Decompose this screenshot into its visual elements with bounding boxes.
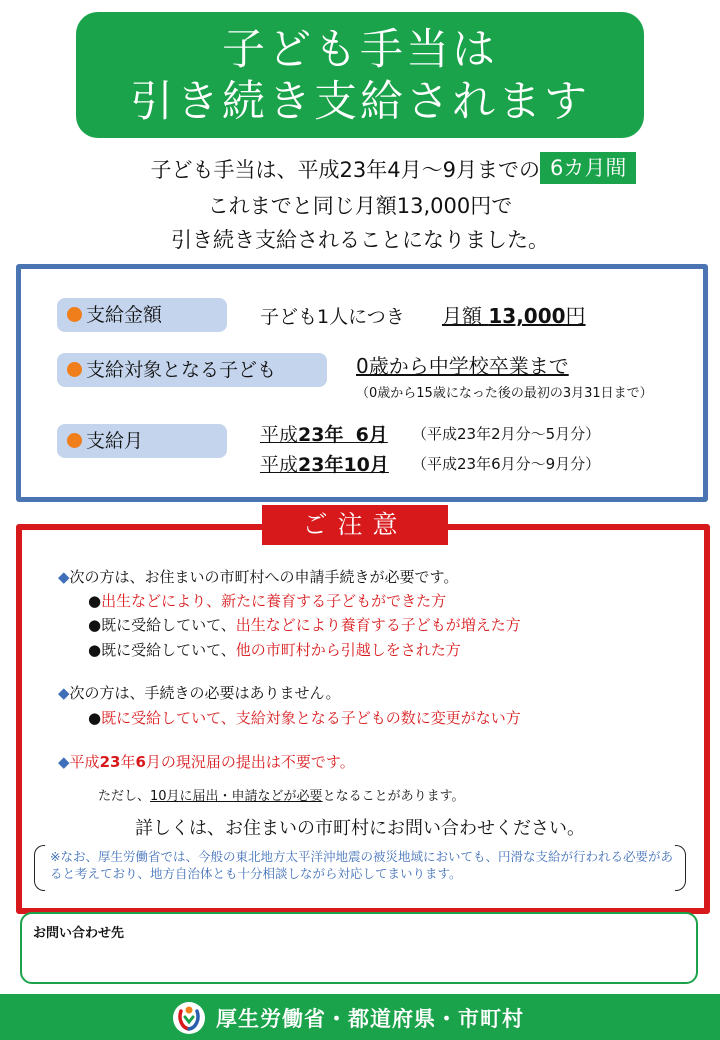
diamond-icon: ◆ xyxy=(58,568,70,586)
n3-era: 平成 xyxy=(69,753,100,771)
notice-item-3 xyxy=(58,751,355,772)
bullet-icon: ● xyxy=(88,616,102,634)
intro-line-1: 子ども手当は、平成23年4月～9月までの xyxy=(150,158,540,182)
intro-line-3: 引き続き支給されることになりました。 xyxy=(171,228,549,252)
pay1-era: 平成 xyxy=(260,424,299,446)
footer-text: 厚生労働省・都道府県・市町村 xyxy=(216,1007,524,1031)
bullet-icon: ● xyxy=(88,641,102,659)
pay1-month: 6月 xyxy=(355,424,388,446)
month-label: 支給月 xyxy=(86,430,144,452)
amount-value xyxy=(442,300,586,329)
n3-sub-underlined: 10月に届出・申請などが必要 xyxy=(150,789,323,804)
notice-title: ご注意 xyxy=(262,505,448,545)
notice-item-1a xyxy=(88,590,446,611)
left-bracket xyxy=(34,845,45,891)
notice-item-1c-prefix: 既に受給していて、 xyxy=(101,641,236,659)
amount-label: 支給金額 xyxy=(86,304,163,326)
n3-rest: 月の現況届の提出は不要です。 xyxy=(145,753,355,771)
right-bracket xyxy=(675,845,686,891)
target-label: 支給対象となる子ども xyxy=(86,359,277,381)
target-main: 0歳から中学校卒業まで xyxy=(356,354,569,378)
pay2-year: 23年10月 xyxy=(298,454,389,476)
notice-item-1b-prefix: 既に受給していて、 xyxy=(101,616,236,634)
notice-item-2a xyxy=(88,707,521,728)
inquiry-line: 詳しくは、お住まいの市町村にお問い合わせください。 xyxy=(135,818,585,839)
title-line-2: 引き続き支給されます xyxy=(130,77,590,127)
footnote-block xyxy=(34,845,686,891)
target-note: （0歳から15歳になった後の最初の3月31日まで） xyxy=(356,386,653,401)
notice-item-1-text: 次の方は、お住まいの市町村への申請手続きが必要です。 xyxy=(69,568,459,586)
bullet-icon: ● xyxy=(88,592,102,610)
diamond-icon: ◆ xyxy=(58,684,70,702)
n3-year-unit: 年 xyxy=(120,753,136,771)
month-label-pill xyxy=(57,424,227,458)
n3-month: 6 xyxy=(135,753,146,771)
contact-label: お問い合わせ先 xyxy=(33,926,125,941)
notice-item-2 xyxy=(58,682,340,703)
amount-number: 13,000 xyxy=(488,304,566,328)
orange-dot-icon xyxy=(67,433,82,448)
target-label-pill xyxy=(57,353,327,387)
footnote-text: ※なお、厚生労働省では、今般の東北地方太平洋沖地震の被災地域においても、円滑な支給が行われる必要があると考えており、地方自治体とも十分相談しながら対応してまいります。 xyxy=(50,849,673,881)
notice-item-1c xyxy=(88,639,461,660)
notice-item-1b xyxy=(88,614,521,635)
bullet-icon: ● xyxy=(88,709,102,727)
amount-label-pill xyxy=(57,298,227,332)
diamond-icon: ◆ xyxy=(58,753,70,771)
amount-yen: 円 xyxy=(565,304,586,328)
payment-date-1 xyxy=(260,420,388,447)
notice-item-2a-text: 既に受給していて、支給対象となる子どもの数に変更がない方 xyxy=(101,709,521,727)
title-line-1: 子ども手当は xyxy=(222,25,498,75)
n3-sub-prefix: ただし、 xyxy=(98,789,151,804)
period-badge: 6カ月間 xyxy=(540,152,636,184)
notice-item-2-text: 次の方は、手続きの必要はありません。 xyxy=(69,684,341,702)
amount-unit: 月額 xyxy=(442,304,482,328)
notice-item-3-sub xyxy=(98,785,465,804)
pay2-era: 平成 xyxy=(260,454,299,476)
amount-prefix: 子ども1人につき xyxy=(260,306,405,328)
notice-item-1a-text: 出生などにより、新たに養育する子どもができた方 xyxy=(101,592,447,610)
payment-note-1: （平成23年2月分～5月分） xyxy=(412,425,601,443)
pay1-year: 23年 xyxy=(298,424,344,446)
orange-dot-icon xyxy=(67,307,82,322)
payment-note-2: （平成23年6月分～9月分） xyxy=(412,455,601,473)
ministry-logo-icon xyxy=(172,1001,206,1035)
title-banner xyxy=(76,12,644,138)
notice-item-1b-text: 出生などにより養育する子どもが増えた方 xyxy=(235,616,521,634)
notice-item-1c-text: 他の市町村から引越しをされた方 xyxy=(235,641,461,659)
n3-year: 23 xyxy=(99,753,121,771)
payment-date-2 xyxy=(260,450,389,477)
notice-item-1 xyxy=(58,566,458,587)
intro-line-2: これまでと同じ月額13,000円で xyxy=(207,194,513,218)
orange-dot-icon xyxy=(67,362,82,377)
n3-sub-suffix: となることがあります。 xyxy=(322,789,465,804)
